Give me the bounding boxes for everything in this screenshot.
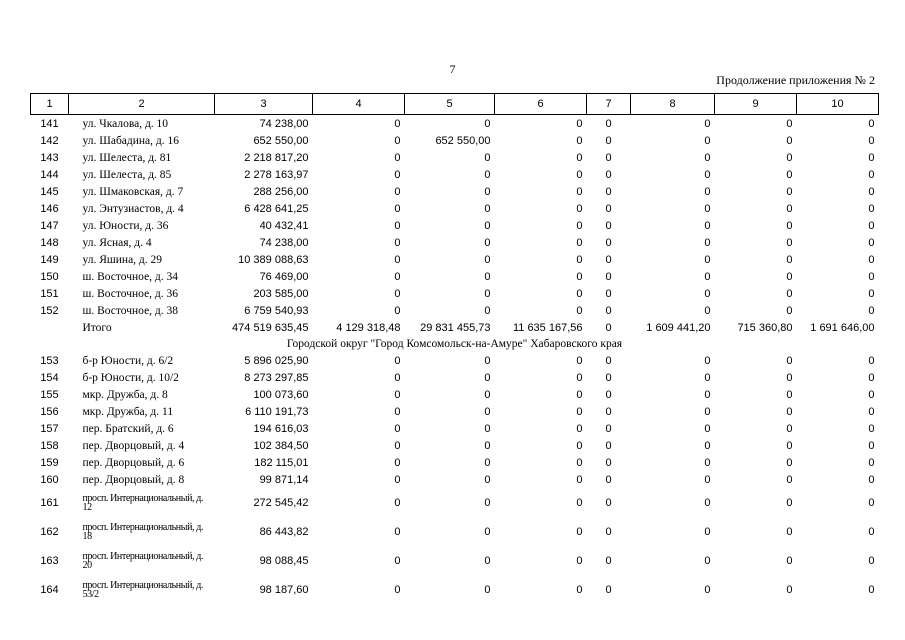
table-row: [31, 166, 879, 183]
value-cell: 0: [868, 405, 875, 418]
value-cell: 0: [484, 405, 491, 418]
value-cell: 0: [394, 151, 401, 164]
value-cell: 0: [786, 134, 793, 147]
value-cell: 0: [576, 253, 583, 266]
row-number: 151: [40, 287, 59, 300]
value-cell: 0: [786, 405, 793, 418]
value-cell: 0: [605, 219, 612, 232]
value-cell: 0: [484, 456, 491, 469]
value-cell: 0: [576, 388, 583, 401]
section-title: Городской округ "Город Комсомольск-на-Амуре" Хабаровского края: [286, 338, 623, 350]
value-cell: 0: [786, 151, 793, 164]
value-cell: 0: [868, 496, 875, 509]
value-cell: 0: [484, 253, 491, 266]
value-cell: 0: [704, 388, 711, 401]
value-cell: 0: [704, 117, 711, 130]
value-cell: 0: [704, 134, 711, 147]
value-cell: 0: [394, 525, 401, 538]
row-number: 155: [40, 388, 59, 401]
total-cell: 11 635 167,56: [512, 321, 583, 334]
value-cell: 99 871,14: [259, 473, 309, 486]
value-cell: 0: [704, 354, 711, 367]
value-cell: 0: [394, 439, 401, 452]
table-row: [31, 149, 879, 166]
value-cell: 0: [394, 134, 401, 147]
row-number: 144: [40, 168, 59, 181]
table-row: [31, 302, 879, 319]
value-cell: 0: [605, 236, 612, 249]
value-cell: 0: [576, 456, 583, 469]
total-cell: 474 519 635,45: [232, 321, 309, 334]
value-cell: 0: [605, 583, 612, 596]
value-cell: 0: [576, 525, 583, 538]
value-cell: 0: [868, 304, 875, 317]
value-cell: 0: [484, 168, 491, 181]
value-cell: 0: [704, 185, 711, 198]
address-cell: ул. Юности, д. 36: [82, 219, 169, 232]
value-cell: 0: [394, 287, 401, 300]
table-row: [31, 386, 879, 403]
address-cell: просп. Интернациональный, д. 12: [82, 492, 204, 513]
value-cell: 0: [786, 496, 793, 509]
value-cell: 0: [605, 388, 612, 401]
row-number: 159: [40, 456, 59, 469]
table-row: [31, 285, 879, 302]
value-cell: 0: [868, 525, 875, 538]
value-cell: 0: [484, 236, 491, 249]
value-cell: 40 432,41: [259, 219, 309, 232]
value-cell: 0: [484, 583, 491, 596]
value-cell: 0: [394, 253, 401, 266]
column-header: 6: [495, 94, 587, 115]
value-cell: 0: [394, 202, 401, 215]
value-cell: 74 238,00: [259, 236, 309, 249]
value-cell: 0: [605, 253, 612, 266]
value-cell: 0: [484, 304, 491, 317]
address-cell: пер. Братский, д. 6: [82, 422, 174, 435]
value-cell: 0: [786, 304, 793, 317]
address-cell: ул. Шабадина, д. 16: [82, 134, 180, 147]
value-cell: 0: [868, 473, 875, 486]
value-cell: 0: [394, 496, 401, 509]
value-cell: 0: [704, 236, 711, 249]
value-cell: 98 088,45: [259, 554, 309, 567]
value-cell: 0: [605, 496, 612, 509]
value-cell: 0: [394, 473, 401, 486]
column-header: 3: [215, 94, 313, 115]
total-cell: 4 129 318,48: [336, 321, 401, 334]
value-cell: 0: [704, 371, 711, 384]
table-row: [31, 488, 879, 517]
data-table: [30, 93, 879, 604]
value-cell: 0: [484, 371, 491, 384]
value-cell: 0: [576, 134, 583, 147]
address-cell: б-р Юности, д. 6/2: [82, 354, 174, 367]
value-cell: 0: [605, 287, 612, 300]
value-cell: 0: [605, 371, 612, 384]
table-row: [31, 268, 879, 285]
address-cell: ул. Чкалова, д. 10: [82, 117, 169, 130]
value-cell: 0: [704, 253, 711, 266]
value-cell: 0: [484, 151, 491, 164]
value-cell: 0: [868, 371, 875, 384]
value-cell: 102 384,50: [253, 439, 309, 452]
value-cell: 0: [576, 151, 583, 164]
total-cell: 715 360,80: [737, 321, 793, 334]
row-number: 141: [40, 117, 59, 130]
value-cell: 0: [868, 554, 875, 567]
value-cell: 0: [605, 525, 612, 538]
row-number: 147: [40, 219, 59, 232]
value-cell: 0: [605, 270, 612, 283]
column-header: 4: [313, 94, 405, 115]
value-cell: 0: [484, 219, 491, 232]
value-cell: 0: [576, 219, 583, 232]
value-cell: 0: [704, 168, 711, 181]
value-cell: 0: [605, 354, 612, 367]
value-cell: 0: [786, 287, 793, 300]
value-cell: 0: [484, 473, 491, 486]
value-cell: 0: [868, 270, 875, 283]
address-cell: ш. Восточное, д. 36: [82, 287, 179, 300]
value-cell: 0: [394, 185, 401, 198]
value-cell: 0: [786, 185, 793, 198]
value-cell: 0: [786, 219, 793, 232]
value-cell: 0: [484, 554, 491, 567]
value-cell: 0: [704, 473, 711, 486]
value-cell: 0: [704, 219, 711, 232]
value-cell: 0: [576, 270, 583, 283]
column-header: 10: [797, 94, 879, 115]
value-cell: 194 616,03: [253, 422, 309, 435]
value-cell: 0: [605, 117, 612, 130]
address-cell: ул. Шелеста, д. 81: [82, 151, 172, 164]
value-cell: 0: [576, 439, 583, 452]
row-number: 145: [40, 185, 59, 198]
value-cell: 5 896 025,90: [244, 354, 309, 367]
value-cell: 0: [576, 287, 583, 300]
table-row: [31, 251, 879, 268]
value-cell: 0: [576, 554, 583, 567]
row-number: 142: [40, 134, 59, 147]
value-cell: 288 256,00: [253, 185, 309, 198]
value-cell: 0: [576, 473, 583, 486]
total-cell: 0: [605, 321, 612, 334]
table-row: [31, 454, 879, 471]
value-cell: 0: [605, 439, 612, 452]
value-cell: 0: [868, 202, 875, 215]
total-cell: 29 831 455,73: [420, 321, 491, 334]
value-cell: 0: [605, 168, 612, 181]
value-cell: 0: [786, 354, 793, 367]
address-cell: мкр. Дружба, д. 11: [82, 405, 174, 418]
value-cell: 0: [394, 304, 401, 317]
row-number: 150: [40, 270, 59, 283]
value-cell: 0: [786, 388, 793, 401]
address-cell: пер. Дворцовый, д. 8: [82, 473, 185, 486]
value-cell: 0: [704, 405, 711, 418]
value-cell: 0: [484, 354, 491, 367]
value-cell: 2 278 163,97: [244, 168, 309, 181]
address-cell: ул. Ясная, д. 4: [82, 236, 152, 249]
address-cell: просп. Интернациональный, д. 53/2: [82, 579, 204, 600]
value-cell: 0: [704, 270, 711, 283]
table-row: [31, 517, 879, 546]
address-cell: ш. Восточное, д. 38: [82, 304, 179, 317]
value-cell: 0: [576, 236, 583, 249]
value-cell: 0: [605, 134, 612, 147]
value-cell: 0: [786, 422, 793, 435]
row-number: 143: [40, 151, 59, 164]
value-cell: 0: [704, 554, 711, 567]
value-cell: 6 428 641,25: [244, 202, 309, 215]
value-cell: 0: [576, 354, 583, 367]
value-cell: 0: [576, 405, 583, 418]
value-cell: 10 389 088,63: [238, 253, 309, 266]
value-cell: 0: [484, 185, 491, 198]
value-cell: 652 550,00: [253, 134, 309, 147]
value-cell: 0: [484, 496, 491, 509]
address-cell: просп. Интернациональный, д. 18: [82, 521, 204, 542]
row-number: 148: [40, 236, 59, 249]
table-row: [31, 352, 879, 369]
value-cell: 6 759 540,93: [244, 304, 309, 317]
table-row: [31, 132, 879, 149]
row-number: 153: [40, 354, 59, 367]
value-cell: 0: [394, 583, 401, 596]
value-cell: 0: [394, 554, 401, 567]
value-cell: 0: [786, 168, 793, 181]
table-row: [31, 200, 879, 217]
value-cell: 0: [704, 496, 711, 509]
value-cell: 0: [704, 456, 711, 469]
total-row: [31, 319, 879, 336]
value-cell: 0: [605, 151, 612, 164]
value-cell: 0: [868, 219, 875, 232]
value-cell: 203 585,00: [253, 287, 309, 300]
address-cell: мкр. Дружба, д. 8: [82, 388, 168, 401]
value-cell: 0: [576, 168, 583, 181]
value-cell: 0: [868, 185, 875, 198]
row-number: 163: [40, 554, 59, 567]
value-cell: 0: [868, 134, 875, 147]
value-cell: 0: [484, 439, 491, 452]
value-cell: 0: [868, 456, 875, 469]
value-cell: 0: [786, 525, 793, 538]
value-cell: 0: [704, 202, 711, 215]
value-cell: 0: [576, 185, 583, 198]
value-cell: 0: [868, 439, 875, 452]
value-cell: 0: [576, 422, 583, 435]
value-cell: 0: [605, 473, 612, 486]
address-cell: ул. Энтузиастов, д. 4: [82, 202, 184, 215]
value-cell: 0: [704, 287, 711, 300]
table-row: [31, 546, 879, 575]
column-header: 1: [31, 94, 69, 115]
table-row: [31, 437, 879, 454]
row-number: 146: [40, 202, 59, 215]
row-number: 161: [40, 496, 59, 509]
address-cell: пер. Дворцовый, д. 6: [82, 456, 185, 469]
address-cell: б-р Юности, д. 10/2: [82, 371, 179, 384]
value-cell: 0: [786, 554, 793, 567]
value-cell: 0: [484, 117, 491, 130]
value-cell: 0: [484, 270, 491, 283]
value-cell: 0: [868, 253, 875, 266]
row-number: 149: [40, 253, 59, 266]
value-cell: 0: [786, 456, 793, 469]
row-number: 152: [40, 304, 59, 317]
value-cell: 0: [484, 525, 491, 538]
value-cell: 74 238,00: [259, 117, 309, 130]
row-number: 162: [40, 525, 59, 538]
value-cell: 0: [484, 202, 491, 215]
value-cell: 0: [868, 151, 875, 164]
value-cell: 0: [484, 388, 491, 401]
value-cell: 0: [704, 439, 711, 452]
value-cell: 6 110 191,73: [245, 405, 309, 418]
table-row: [31, 217, 879, 234]
table-row: [31, 115, 879, 133]
value-cell: 0: [786, 117, 793, 130]
value-cell: 0: [394, 405, 401, 418]
section-row: [31, 336, 879, 352]
total-cell: 1 691 646,00: [810, 321, 875, 334]
value-cell: 0: [704, 525, 711, 538]
value-cell: 0: [786, 371, 793, 384]
value-cell: 0: [868, 117, 875, 130]
value-cell: 0: [786, 439, 793, 452]
table-row: [31, 575, 879, 604]
address-cell: пер. Дворцовый, д. 4: [82, 439, 185, 452]
address-cell: ш. Восточное, д. 34: [82, 270, 179, 283]
total-label: Итого: [82, 321, 112, 334]
value-cell: 2 218 817,20: [244, 151, 309, 164]
value-cell: 272 545,42: [253, 496, 309, 509]
value-cell: 0: [704, 151, 711, 164]
table-row: [31, 471, 879, 488]
value-cell: 0: [394, 168, 401, 181]
value-cell: 0: [868, 388, 875, 401]
value-cell: 100 073,60: [253, 388, 309, 401]
value-cell: 0: [394, 219, 401, 232]
value-cell: 0: [704, 422, 711, 435]
table-row: [31, 369, 879, 386]
value-cell: 0: [605, 554, 612, 567]
value-cell: 0: [605, 456, 612, 469]
row-number: 164: [40, 583, 59, 596]
table-body-block-2: [31, 352, 879, 604]
column-header: 2: [69, 94, 215, 115]
value-cell: 0: [704, 583, 711, 596]
value-cell: 0: [394, 371, 401, 384]
column-header: 9: [715, 94, 797, 115]
value-cell: 0: [394, 422, 401, 435]
value-cell: 0: [786, 236, 793, 249]
value-cell: 98 187,60: [259, 583, 309, 596]
value-cell: 0: [868, 168, 875, 181]
value-cell: 0: [704, 304, 711, 317]
value-cell: 0: [484, 287, 491, 300]
total-cell: 1 609 441,20: [646, 321, 711, 334]
value-cell: 0: [394, 236, 401, 249]
annex-title: Продолжение приложения № 2: [716, 73, 875, 87]
value-cell: 182 115,01: [254, 456, 309, 469]
value-cell: 0: [576, 202, 583, 215]
table-row: [31, 183, 879, 200]
address-cell: ул. Шелеста, д. 85: [82, 168, 172, 181]
value-cell: 652 550,00: [435, 134, 491, 147]
value-cell: 86 443,82: [259, 525, 309, 538]
row-number: 160: [40, 473, 59, 486]
value-cell: 0: [605, 405, 612, 418]
value-cell: 0: [605, 185, 612, 198]
value-cell: 0: [484, 422, 491, 435]
value-cell: 0: [868, 354, 875, 367]
value-cell: 0: [786, 473, 793, 486]
value-cell: 0: [394, 270, 401, 283]
value-cell: 0: [605, 202, 612, 215]
total-block: [31, 319, 879, 352]
value-cell: 8 273 297,85: [244, 371, 309, 384]
table-body-block-1: [31, 115, 879, 320]
value-cell: 0: [605, 304, 612, 317]
value-cell: 0: [394, 456, 401, 469]
value-cell: 0: [394, 117, 401, 130]
value-cell: 0: [786, 583, 793, 596]
value-cell: 76 469,00: [259, 270, 309, 283]
table-row: [31, 403, 879, 420]
value-cell: 0: [576, 583, 583, 596]
page-number: 7: [449, 62, 456, 76]
value-cell: 0: [394, 354, 401, 367]
value-cell: 0: [576, 371, 583, 384]
row-number: 156: [40, 405, 59, 418]
address-cell: просп. Интернациональный, д. 20: [82, 550, 204, 571]
row-number: 158: [40, 439, 59, 452]
total-cell: [31, 319, 69, 336]
value-cell: 0: [394, 388, 401, 401]
value-cell: 0: [576, 304, 583, 317]
value-cell: 0: [786, 253, 793, 266]
value-cell: 0: [868, 236, 875, 249]
value-cell: 0: [576, 496, 583, 509]
address-cell: ул. Шмаковская, д. 7: [82, 185, 184, 198]
column-header: 7: [587, 94, 631, 115]
value-cell: 0: [786, 270, 793, 283]
row-number: 154: [40, 371, 59, 384]
column-header: 8: [631, 94, 715, 115]
value-cell: 0: [786, 202, 793, 215]
row-number: 157: [40, 422, 59, 435]
column-number-row: [31, 94, 879, 115]
value-cell: 0: [868, 583, 875, 596]
table-row: [31, 420, 879, 437]
value-cell: 0: [576, 117, 583, 130]
value-cell: 0: [868, 422, 875, 435]
value-cell: 0: [605, 422, 612, 435]
column-header: 5: [405, 94, 495, 115]
value-cell: 0: [868, 287, 875, 300]
table-row: [31, 234, 879, 251]
address-cell: ул. Яшина, д. 29: [82, 253, 163, 266]
